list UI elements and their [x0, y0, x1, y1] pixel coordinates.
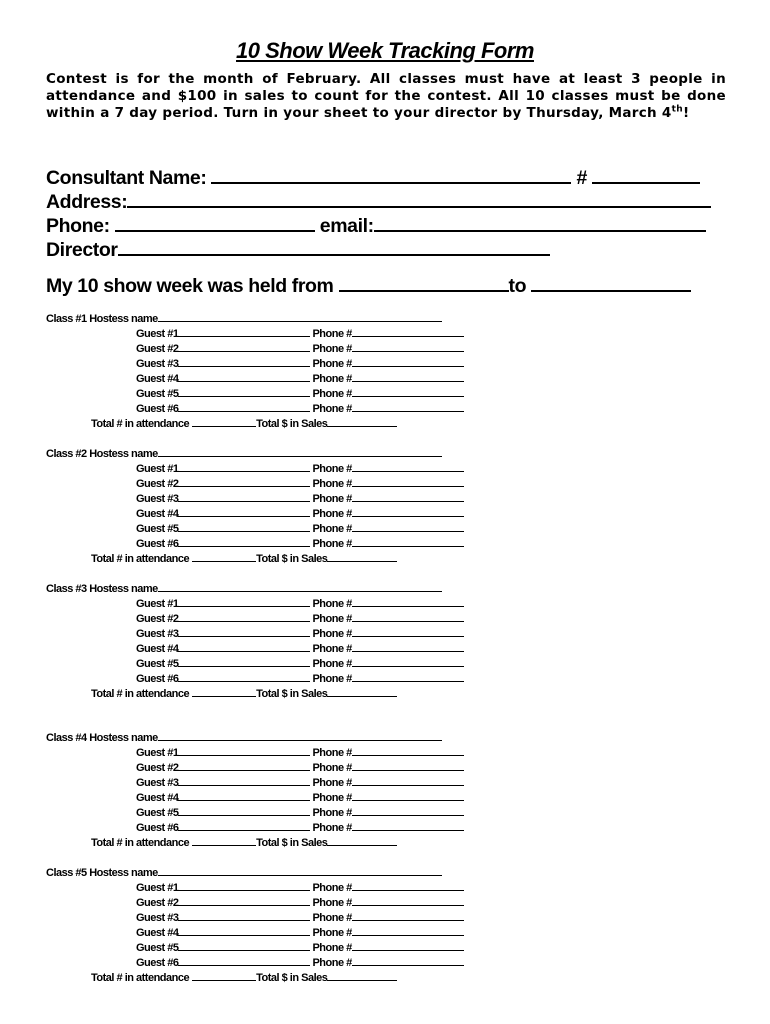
email-label: email:: [319, 215, 374, 237]
hostess-name-field[interactable]: [158, 310, 442, 322]
guest-row: [136, 400, 464, 415]
guest-name-field[interactable]: [178, 744, 310, 756]
consultant-number-label: #: [576, 167, 587, 189]
guest-label: Guest #5: [136, 658, 179, 670]
total-sales-field[interactable]: [327, 415, 397, 427]
guest-name-field[interactable]: [178, 924, 310, 936]
guest-phone-label: Phone #: [312, 882, 352, 894]
hostess-name-field[interactable]: [158, 729, 442, 741]
hostess-row: [46, 580, 442, 595]
address-label: Address:: [46, 191, 128, 213]
guest-phone-field[interactable]: [352, 924, 464, 936]
consultant-number-field[interactable]: [592, 164, 700, 184]
guest-name-field[interactable]: [178, 340, 310, 352]
hostess-name-label: Class #4 Hostess name: [46, 732, 158, 744]
guest-phone-field[interactable]: [352, 625, 464, 637]
guest-phone-field[interactable]: [352, 355, 464, 367]
guest-name-field[interactable]: [178, 879, 310, 891]
totals-row: [91, 685, 397, 700]
guest-name-field[interactable]: [178, 385, 310, 397]
guest-row: [136, 909, 464, 924]
consultant-name-row: [46, 164, 700, 190]
total-attendance-field[interactable]: [192, 834, 256, 846]
consultant-name-field[interactable]: [211, 164, 571, 184]
guest-name-field[interactable]: [178, 325, 310, 337]
contest-instructions: [46, 71, 726, 122]
guest-name-field[interactable]: [178, 655, 310, 667]
guest-phone-field[interactable]: [352, 804, 464, 816]
guest-phone-label: Phone #: [312, 777, 352, 789]
guest-row: [136, 520, 464, 535]
guest-phone-field[interactable]: [352, 610, 464, 622]
guest-phone-label: Phone #: [312, 897, 352, 909]
guest-row: [136, 625, 464, 640]
guest-phone-field[interactable]: [352, 759, 464, 771]
total-sales-field[interactable]: [327, 969, 397, 981]
guest-row: [136, 894, 464, 909]
instructions-end: !: [682, 105, 690, 121]
guest-label: Guest #1: [136, 598, 179, 610]
guest-phone-label: Phone #: [312, 478, 352, 490]
guest-label: Guest #1: [136, 463, 179, 475]
totals-row: [91, 969, 397, 984]
total-attendance-field[interactable]: [192, 969, 256, 981]
guest-phone-field[interactable]: [352, 475, 464, 487]
guest-phone-field[interactable]: [352, 325, 464, 337]
totals-row: [91, 415, 397, 430]
total-sales-label: Total $ in Sales: [256, 418, 328, 430]
guest-name-field[interactable]: [178, 909, 310, 921]
hostess-row: [46, 445, 442, 460]
guest-label: Guest #6: [136, 403, 179, 415]
guest-name-field[interactable]: [178, 804, 310, 816]
total-attendance-label: Total # in attendance: [91, 837, 190, 849]
guest-row: [136, 924, 464, 939]
show-week-to-field[interactable]: [531, 272, 691, 292]
guest-phone-label: Phone #: [312, 358, 352, 370]
guest-phone-label: Phone #: [312, 957, 352, 969]
guest-row: [136, 774, 464, 789]
guest-phone-field[interactable]: [352, 640, 464, 652]
hostess-row: [46, 729, 442, 744]
total-sales-field[interactable]: [327, 685, 397, 697]
guest-phone-field[interactable]: [352, 460, 464, 472]
guest-phone-field[interactable]: [352, 744, 464, 756]
guest-phone-label: Phone #: [312, 942, 352, 954]
guest-label: Guest #1: [136, 328, 179, 340]
phone-field[interactable]: [115, 212, 315, 232]
director-field[interactable]: [118, 236, 550, 256]
totals-row: [91, 550, 397, 565]
guest-phone-label: Phone #: [312, 628, 352, 640]
total-attendance-label: Total # in attendance: [91, 688, 190, 700]
guest-phone-label: Phone #: [312, 523, 352, 535]
guest-label: Guest #5: [136, 942, 179, 954]
guest-phone-label: Phone #: [312, 328, 352, 340]
guest-phone-label: Phone #: [312, 792, 352, 804]
guest-phone-label: Phone #: [312, 493, 352, 505]
guest-phone-field[interactable]: [352, 879, 464, 891]
instructions-text: Contest is for the month of February. All classes must have at least 3 people in attendance and $100 in sales to count for the contest. All 10 classes must be done within a 7 day period. Turn in your sheet to your director by Thursday, March 4: [46, 71, 726, 121]
guest-phone-label: Phone #: [312, 343, 352, 355]
guest-name-field[interactable]: [178, 774, 310, 786]
guest-name-field[interactable]: [178, 475, 310, 487]
guest-label: Guest #3: [136, 358, 179, 370]
address-field[interactable]: [127, 188, 711, 208]
guest-phone-field[interactable]: [352, 340, 464, 352]
guest-row: [136, 460, 464, 475]
guest-row: [136, 385, 464, 400]
guest-name-field[interactable]: [178, 759, 310, 771]
guest-label: Guest #4: [136, 373, 179, 385]
guest-row: [136, 759, 464, 774]
guest-phone-label: Phone #: [312, 807, 352, 819]
guest-phone-field[interactable]: [352, 520, 464, 532]
hostess-name-field[interactable]: [158, 864, 442, 876]
guest-row: [136, 325, 464, 340]
consultant-name-label: Consultant Name:: [46, 167, 207, 189]
director-row: [46, 236, 550, 262]
guest-name-field[interactable]: [178, 460, 310, 472]
show-week-to-label: to: [508, 275, 527, 297]
total-attendance-label: Total # in attendance: [91, 418, 190, 430]
guest-phone-label: Phone #: [312, 373, 352, 385]
guest-row: [136, 595, 464, 610]
guest-phone-field[interactable]: [352, 490, 464, 502]
guest-label: Guest #2: [136, 762, 179, 774]
guest-phone-label: Phone #: [312, 508, 352, 520]
guest-phone-label: Phone #: [312, 598, 352, 610]
guest-phone-field[interactable]: [352, 400, 464, 412]
guest-row: [136, 505, 464, 520]
guest-label: Guest #2: [136, 613, 179, 625]
total-attendance-label: Total # in attendance: [91, 553, 190, 565]
total-sales-label: Total $ in Sales: [256, 688, 328, 700]
guest-phone-label: Phone #: [312, 658, 352, 670]
guest-phone-field[interactable]: [352, 370, 464, 382]
guest-label: Guest #3: [136, 912, 179, 924]
guest-label: Guest #6: [136, 673, 179, 685]
guest-phone-label: Phone #: [312, 927, 352, 939]
guest-row: [136, 789, 464, 804]
total-attendance-label: Total # in attendance: [91, 972, 190, 984]
guest-name-field[interactable]: [178, 535, 310, 547]
guest-row: [136, 340, 464, 355]
total-attendance-field[interactable]: [192, 550, 256, 562]
guest-label: Guest #5: [136, 523, 179, 535]
total-attendance-field[interactable]: [192, 685, 256, 697]
guest-row: [136, 655, 464, 670]
hostess-name-field[interactable]: [158, 445, 442, 457]
guest-label: Guest #2: [136, 478, 179, 490]
guest-row: [136, 370, 464, 385]
email-field[interactable]: [374, 212, 706, 232]
guest-phone-field[interactable]: [352, 655, 464, 667]
guest-name-field[interactable]: [178, 610, 310, 622]
guest-phone-label: Phone #: [312, 762, 352, 774]
guest-name-field[interactable]: [178, 595, 310, 607]
guest-phone-label: Phone #: [312, 912, 352, 924]
guest-phone-field[interactable]: [352, 894, 464, 906]
total-sales-label: Total $ in Sales: [256, 837, 328, 849]
guest-phone-field[interactable]: [352, 789, 464, 801]
hostess-name-label: Class #2 Hostess name: [46, 448, 158, 460]
guest-phone-label: Phone #: [312, 673, 352, 685]
guest-name-field[interactable]: [178, 894, 310, 906]
guest-row: [136, 640, 464, 655]
form-title: 10 Show Week Tracking Form: [236, 38, 534, 63]
guest-phone-field[interactable]: [352, 819, 464, 831]
guest-name-field[interactable]: [178, 819, 310, 831]
guest-phone-field[interactable]: [352, 535, 464, 547]
guest-name-field[interactable]: [178, 400, 310, 412]
guest-row: [136, 939, 464, 954]
guest-phone-field[interactable]: [352, 385, 464, 397]
guest-phone-field[interactable]: [352, 774, 464, 786]
guest-name-field[interactable]: [178, 789, 310, 801]
guest-label: Guest #6: [136, 957, 179, 969]
guest-phone-label: Phone #: [312, 388, 352, 400]
total-sales-label: Total $ in Sales: [256, 972, 328, 984]
phone-email-row: [46, 212, 706, 238]
show-week-from-field[interactable]: [339, 272, 509, 292]
guest-label: Guest #2: [136, 897, 179, 909]
guest-name-field[interactable]: [178, 490, 310, 502]
address-row: [46, 188, 711, 214]
hostess-row: [46, 864, 442, 879]
total-sales-field[interactable]: [327, 550, 397, 562]
director-label: Director: [46, 239, 118, 261]
hostess-name-label: Class #5 Hostess name: [46, 867, 158, 879]
guest-label: Guest #4: [136, 927, 179, 939]
guest-label: Guest #1: [136, 882, 179, 894]
hostess-name-label: Class #3 Hostess name: [46, 583, 158, 595]
guest-label: Guest #5: [136, 807, 179, 819]
guest-label: Guest #4: [136, 792, 179, 804]
guest-name-field[interactable]: [178, 670, 310, 682]
total-sales-field[interactable]: [327, 834, 397, 846]
totals-row: [91, 834, 397, 849]
guest-label: Guest #4: [136, 643, 179, 655]
guest-label: Guest #2: [136, 343, 179, 355]
show-week-row: [46, 272, 691, 298]
guest-row: [136, 355, 464, 370]
guest-row: [136, 535, 464, 550]
guest-label: Guest #4: [136, 508, 179, 520]
guest-label: Guest #3: [136, 493, 179, 505]
guest-label: Guest #3: [136, 628, 179, 640]
guest-phone-field[interactable]: [352, 909, 464, 921]
guest-phone-field[interactable]: [352, 595, 464, 607]
guest-row: [136, 490, 464, 505]
guest-label: Guest #6: [136, 538, 179, 550]
guest-name-field[interactable]: [178, 939, 310, 951]
phone-label: Phone:: [46, 215, 110, 237]
guest-row: [136, 610, 464, 625]
guest-phone-label: Phone #: [312, 643, 352, 655]
total-sales-label: Total $ in Sales: [256, 553, 328, 565]
guest-phone-field[interactable]: [352, 939, 464, 951]
hostess-name-field[interactable]: [158, 580, 442, 592]
total-attendance-field[interactable]: [192, 415, 256, 427]
guest-row: [136, 475, 464, 490]
guest-label: Guest #5: [136, 388, 179, 400]
guest-phone-label: Phone #: [312, 463, 352, 475]
guest-row: [136, 954, 464, 969]
guest-label: Guest #3: [136, 777, 179, 789]
guest-label: Guest #1: [136, 747, 179, 759]
guest-phone-field[interactable]: [352, 954, 464, 966]
guest-name-field[interactable]: [178, 370, 310, 382]
guest-name-field[interactable]: [178, 505, 310, 517]
guest-name-field[interactable]: [178, 520, 310, 532]
guest-row: [136, 879, 464, 894]
guest-row: [136, 744, 464, 759]
guest-phone-label: Phone #: [312, 822, 352, 834]
guest-row: [136, 804, 464, 819]
show-week-from-label: My 10 show week was held from: [46, 275, 334, 297]
guest-phone-field[interactable]: [352, 670, 464, 682]
guest-phone-field[interactable]: [352, 505, 464, 517]
guest-row: [136, 819, 464, 834]
hostess-row: [46, 310, 442, 325]
guest-name-field[interactable]: [178, 625, 310, 637]
guest-name-field[interactable]: [178, 954, 310, 966]
guest-phone-label: Phone #: [312, 538, 352, 550]
guest-row: [136, 670, 464, 685]
guest-name-field[interactable]: [178, 640, 310, 652]
hostess-name-label: Class #1 Hostess name: [46, 313, 158, 325]
instructions-ordinal-suffix: th: [671, 104, 683, 115]
guest-phone-label: Phone #: [312, 747, 352, 759]
guest-phone-label: Phone #: [312, 613, 352, 625]
guest-name-field[interactable]: [178, 355, 310, 367]
guest-label: Guest #6: [136, 822, 179, 834]
guest-phone-label: Phone #: [312, 403, 352, 415]
